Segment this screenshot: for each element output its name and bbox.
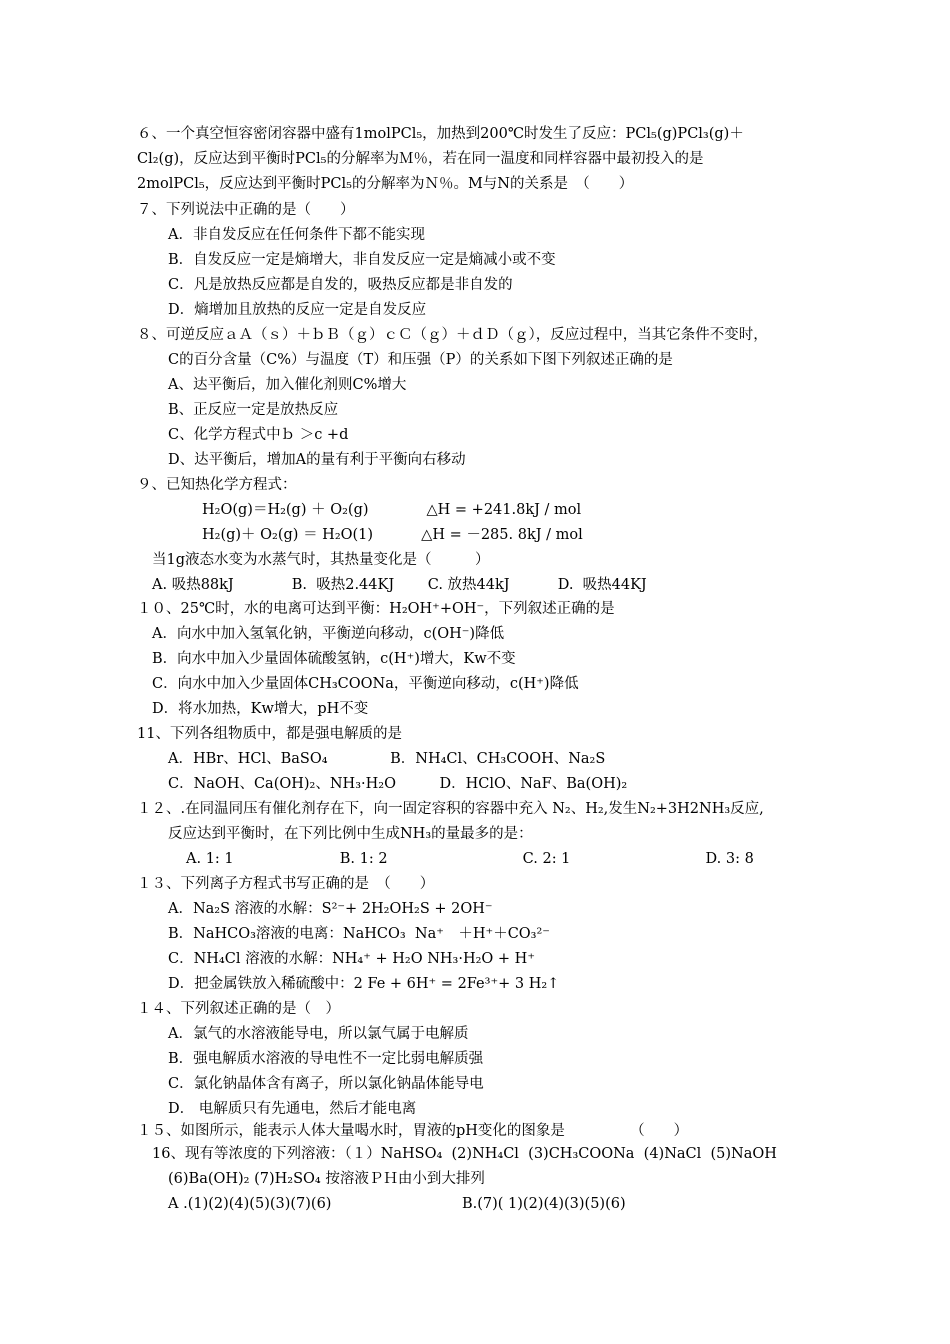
q8-stem-line2: C的百分含量（C%）与温度（T）和压强（P）的关系如下图下列叙述正确的是: [168, 352, 673, 368]
q8-stem-line1: ８、可逆反应ａＡ（ｓ）＋ｂＢ（ｇ）ｃＣ（ｇ）＋ｄＤ（ｇ），反应过程中，当其它条件不变时，: [137, 327, 768, 343]
q9-equation-2: H₂(g)＋ O₂(g) ＝ H₂O(1) △H = －285. 8kJ / mol: [202, 527, 583, 543]
q6-line3: 2molPCl₅，反应达到平衡时PCl₅的分解率为Ｎ％。M与N的关系是 （ ）: [137, 176, 634, 192]
q15-stem: １５、如图所示，能表示人体大量喝水时，胃液的pH变化的图象是 （ ）: [137, 1123, 689, 1139]
q8-option-b: B、正反应一定是放热反应: [168, 402, 339, 418]
q10-option-d: D．将水加热，Kw增大，pH不变: [152, 701, 369, 717]
q9-options: A. 吸热88kJ B. 吸热2.44KJ C. 放热44kJ D. 吸热44KJ: [152, 577, 647, 593]
q7-option-c: C．凡是放热反应都是自发的，吸热反应都是非自发的: [168, 277, 513, 293]
q6-line1: ６、一个真空恒容密闭容器中盛有1molPCl₅，加热到200℃时发生了反应：PCl₅(g)PCl₃(g)＋: [137, 126, 744, 142]
q9-equation-1: H₂O(g)＝H₂(g) ＋ O₂(g) △H = +241.8kJ / mol: [202, 502, 582, 518]
q16-line1: 16、现有等浓度的下列溶液：（１）NaHSO₄ (2)NH₄Cl (3)CH₃COONa (4)NaCl (5)NaOH: [152, 1146, 777, 1162]
q7-stem: ７、下列说法中正确的是（ ）: [137, 202, 355, 218]
q10-option-b: B．向水中加入少量固体硫酸氢钠，c(H⁺)增大，Kw不变: [152, 651, 516, 667]
q13-option-c: C．NH₄Cl 溶液的水解：NH₄⁺ + H₂O NH₃·H₂O + H⁺: [168, 951, 535, 967]
q8-option-d: D、达平衡后，增加A的量有利于平衡向右移动: [168, 452, 466, 468]
q13-option-d: D．把金属铁放入稀硫酸中：2 Fe + 6H⁺ = 2Fe³⁺+ 3 H₂↑: [168, 976, 560, 992]
q9-question: 当1g液态水变为水蒸气时，其热量变化是（ ）: [152, 552, 490, 568]
q10-option-a: A．向水中加入氢氧化钠，平衡逆向移动，c(OH⁻)降低: [152, 626, 505, 642]
q11-options-cd: C．NaOH、Ca(OH)₂、NH₃·H₂O D．HClO、NaF、Ba(OH)₂: [168, 776, 628, 792]
q7-option-b: B．自发反应一定是熵增大，非自发反应一定是熵减小或不变: [168, 252, 556, 268]
q12-options: A. 1: 1 B. 1: 2 C. 2: 1 D. 3: 8: [186, 851, 754, 867]
q13-stem: １３、下列离子方程式书写正确的是 （ ）: [137, 876, 435, 892]
q16-line2: (6)Ba(OH)₂ (7)H₂SO₄ 按溶液ＰＨ由小到大排列: [168, 1171, 485, 1187]
q11-stem: 11、下列各组物质中，都是强电解质的是: [137, 726, 402, 742]
q14-stem: １４、下列叙述正确的是（ ）: [137, 1001, 340, 1017]
q13-option-a: A．Na₂S 溶液的水解：S²⁻+ 2H₂OH₂S + 2OH⁻: [168, 901, 493, 917]
q9-stem: ９、已知热化学方程式：: [137, 477, 297, 493]
q7-option-a: A．非自发反应在任何条件下都不能实现: [168, 227, 425, 243]
q8-option-a: A、达平衡后，加入催化剂则C%增大: [168, 377, 407, 393]
q12-stem-line2: 反应达到平衡时，在下列比例中生成NH₃的量最多的是：: [168, 826, 533, 842]
q14-option-a: A．氯气的水溶液能导电，所以氯气属于电解质: [168, 1026, 469, 1042]
q14-option-c: C．氯化钠晶体含有离子，所以氯化钠晶体能导电: [168, 1076, 484, 1092]
q8-option-c: C、化学方程式中ｂ ＞c +d: [168, 427, 349, 443]
q11-options-ab: A．HBr、HCl、BaSO₄ B．NH₄Cl、CH₃COOH、Na₂S: [168, 751, 606, 767]
q12-stem-line1: １２、.在同温同压有催化剂存在下，向一固定容积的容器中充入 N₂、H₂,发生N₂+3H2NH₃反应,: [137, 801, 764, 817]
q7-option-d: D．熵增加且放热的反应一定是自发反应: [168, 302, 427, 318]
q13-option-b: B．NaHCO₃溶液的电离：NaHCO₃ Na⁺ ＋H⁺＋CO₃²⁻: [168, 926, 550, 942]
q14-option-b: B．强电解质水溶液的导电性不一定比弱电解质强: [168, 1051, 484, 1067]
q16-options: A .(1)(2)(4)(5)(3)(7)(6) B.(7)( 1)(2)(4)(3)(5)(6): [168, 1196, 626, 1212]
q6-line2: Cl₂(g)，反应达到平衡时PCl₅的分解率为Ｍ％，若在同一温度和同样容器中最初投入的是: [137, 151, 704, 167]
q14-option-d: D． 电解质只有先通电，然后才能电离: [168, 1101, 417, 1117]
q10-stem: １０、25℃时，水的电离可达到平衡：H₂OH⁺+OH⁻，下列叙述正确的是: [137, 601, 615, 617]
q10-option-c: C．向水中加入少量固体CH₃COONa，平衡逆向移动，c(H⁺)降低: [152, 676, 579, 692]
